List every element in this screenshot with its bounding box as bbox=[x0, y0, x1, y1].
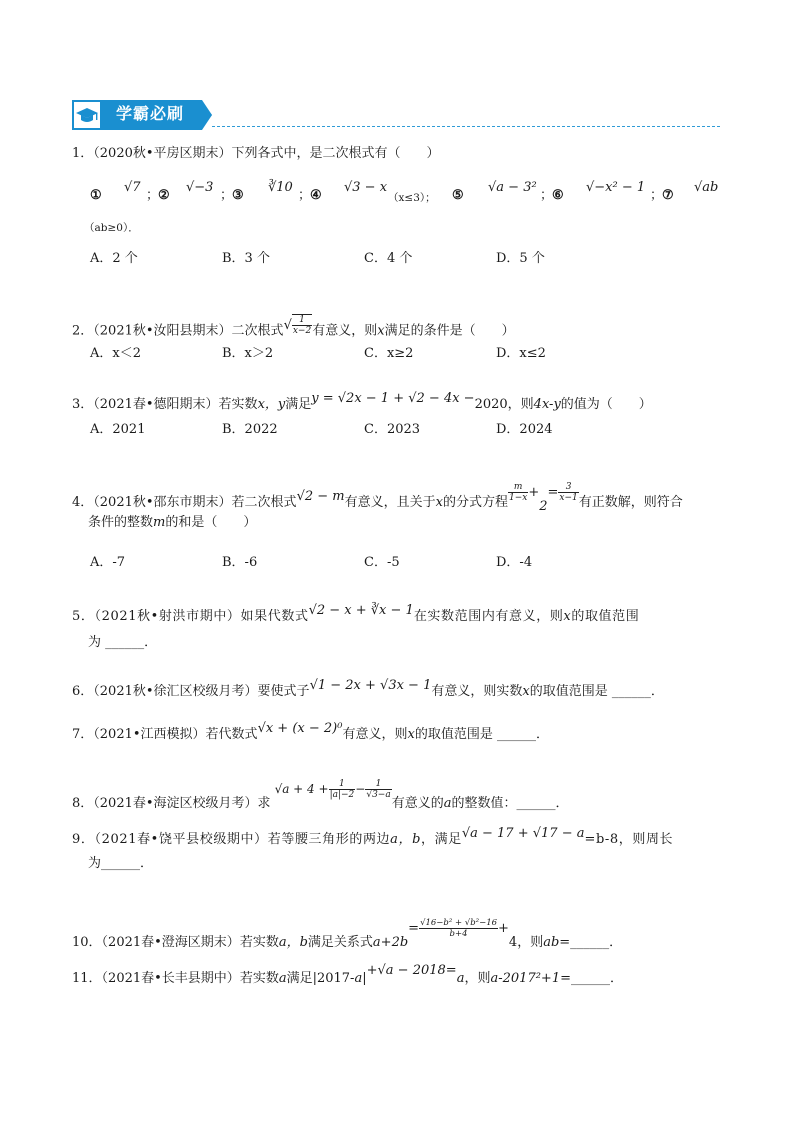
q1-cond-7: （ab≥0）． bbox=[84, 222, 139, 234]
question-number: 10． bbox=[72, 935, 102, 950]
separator: ； bbox=[146, 188, 160, 203]
option-c: C．4 个 bbox=[364, 251, 413, 266]
separator: ； bbox=[298, 188, 312, 203]
question-11: 11．（2021春•长丰县期中）若实数a满足|2017-a|+√a − 2018=a，则a-2017²+1=______． bbox=[72, 963, 623, 986]
q1-item-4: ④ bbox=[310, 188, 322, 203]
section-title: 学霸必刷 bbox=[116, 104, 185, 123]
question-number: 2． bbox=[72, 323, 94, 339]
question-4: 4．（2021秋•邵东市期末）若二次根式√2 − m有意义，且关于x的分式方程 $\frac{m}{1-x}$ +2= $\frac{3}{x-1}$ 有正数解，则符合 bbox=[72, 482, 683, 514]
q1-expr-5: √a − 3² bbox=[488, 180, 537, 195]
q1-item-2: ② bbox=[158, 188, 170, 203]
question-source: （2021春•澄海区期末） bbox=[101, 935, 240, 950]
question-7: 7．（2021•江西模拟）若代数式√x + (x − 2)⁰有意义，则x的取值范围是 ______． bbox=[72, 721, 549, 742]
q1-item-6: ⑥ bbox=[552, 188, 564, 203]
question-source: （2021秋•汝阳县期末） bbox=[93, 323, 232, 339]
option-b: B．3 个 bbox=[222, 251, 270, 266]
question-1 bbox=[72, 146, 440, 162]
question-source: （2021秋•徐汇区校级月考） bbox=[93, 684, 258, 699]
question-number: 3． bbox=[72, 397, 94, 412]
q1-item-7: ⑦ bbox=[662, 188, 674, 203]
question-2: 2．（2021秋•汝阳县期末）二次根式√ $\frac{1}{x-2}$ 有意义，则x满足的条件是（ ） bbox=[72, 315, 515, 339]
question-stem: 下列各式中，是二次根式有（ ） bbox=[231, 146, 440, 161]
question-number: 7． bbox=[72, 727, 94, 742]
option-b: B．-6 bbox=[222, 555, 258, 570]
question-9: 9．（2021春•饶平县校级期中）若等腰三角形的两边a，b，满足√a − 17 + √17 − a=b-8，则周长 bbox=[72, 826, 674, 847]
section-divider bbox=[212, 126, 720, 127]
option-a: A．2021 bbox=[90, 422, 146, 437]
option-d: D．5 个 bbox=[496, 251, 545, 266]
q1-expr-4: √3 − x bbox=[344, 180, 388, 195]
question-number: 6． bbox=[72, 684, 94, 699]
question-source: （2021春•海淀区校级月考） bbox=[93, 796, 258, 811]
question-9-line-2: 为______． bbox=[88, 856, 154, 871]
question-8: 8．（2021春•海淀区校级月考）求√a + 4 + $\frac{1}{|a|-2}$ − $\frac{1}{√3-a}$ 有意义的a的整数值：______． bbox=[72, 779, 569, 811]
question-source: （2021•江西模拟） bbox=[93, 727, 206, 742]
separator: ； bbox=[220, 188, 234, 203]
question-number: 5． bbox=[72, 609, 95, 624]
question-number: 8． bbox=[72, 796, 94, 811]
option-c: C．x≥2 bbox=[364, 346, 414, 361]
q1-expr-7: √ab bbox=[694, 180, 719, 195]
separator: ； bbox=[540, 188, 554, 203]
q1-expr-2: √−3 bbox=[186, 180, 214, 195]
option-d: D．x≤2 bbox=[496, 346, 546, 361]
question-number: 4． bbox=[72, 495, 94, 510]
option-d: D．2024 bbox=[496, 422, 553, 437]
option-c: C．2023 bbox=[364, 422, 421, 437]
question-source: （2020秋•平房区期末） bbox=[93, 146, 232, 161]
question-10: 10．（2021春•澄海区期末）若实数a，b满足关系式a+2b= $\frac{\text{√16−b² + √b²−16}}{b+4}$ +4，则ab=______． bbox=[72, 918, 623, 950]
question-3: 3．（2021春•德阳期末）若实数x，y满足y = √2x − 1 + √2 − 4x −2020，则4x-y的值为（ ） bbox=[72, 391, 652, 412]
question-source: （2021春•饶平县校级期中） bbox=[94, 832, 268, 847]
question-number: 11． bbox=[72, 971, 102, 986]
option-a: A．x＜2 bbox=[90, 346, 141, 361]
question-source: （2021秋•射洪市期中） bbox=[94, 609, 241, 624]
question-source: （2021春•德阳期末） bbox=[93, 397, 219, 412]
question-source: （2021秋•邵东市期末） bbox=[93, 495, 232, 510]
q1-expr-3: ∛10 bbox=[268, 180, 293, 195]
q1-expr-6: √−x² − 1 bbox=[586, 180, 646, 195]
option-d: D．-4 bbox=[496, 555, 533, 570]
q1-item-1: ① bbox=[90, 188, 102, 203]
question-stem: 二次根式 bbox=[231, 323, 284, 339]
question-number: 1． bbox=[72, 146, 94, 161]
question-6: 6．（2021秋•徐汇区校级月考）要使式子√1 − 2x + √3x − 1有意义，则实数x的取值范围是 ______． bbox=[72, 678, 664, 699]
option-b: B．x＞2 bbox=[222, 346, 274, 361]
option-b: B．2022 bbox=[222, 422, 278, 437]
option-a: A．-7 bbox=[90, 555, 126, 570]
q1-item-3: ③ bbox=[232, 188, 244, 203]
option-c: C．-5 bbox=[364, 555, 400, 570]
question-number: 9． bbox=[72, 832, 95, 847]
question-5-line-2: 为 ______． bbox=[88, 635, 158, 650]
q1-item-5: ⑤ bbox=[452, 188, 464, 203]
question-5: 5．（2021秋•射洪市期中）如果代数式√2 − x + ∛x − 1在实数范围内有意义，则x的取值范围 bbox=[72, 603, 640, 624]
q1-expr-1: √7 bbox=[124, 180, 141, 195]
q1-cond-4: （x≤3）； bbox=[388, 192, 436, 204]
question-source: （2021春•长丰县期中） bbox=[101, 971, 240, 986]
separator: ； bbox=[650, 188, 664, 203]
question-4-line-2: 条件的整数m的和是（ ） bbox=[88, 515, 257, 530]
option-a: A．2 个 bbox=[90, 251, 138, 266]
